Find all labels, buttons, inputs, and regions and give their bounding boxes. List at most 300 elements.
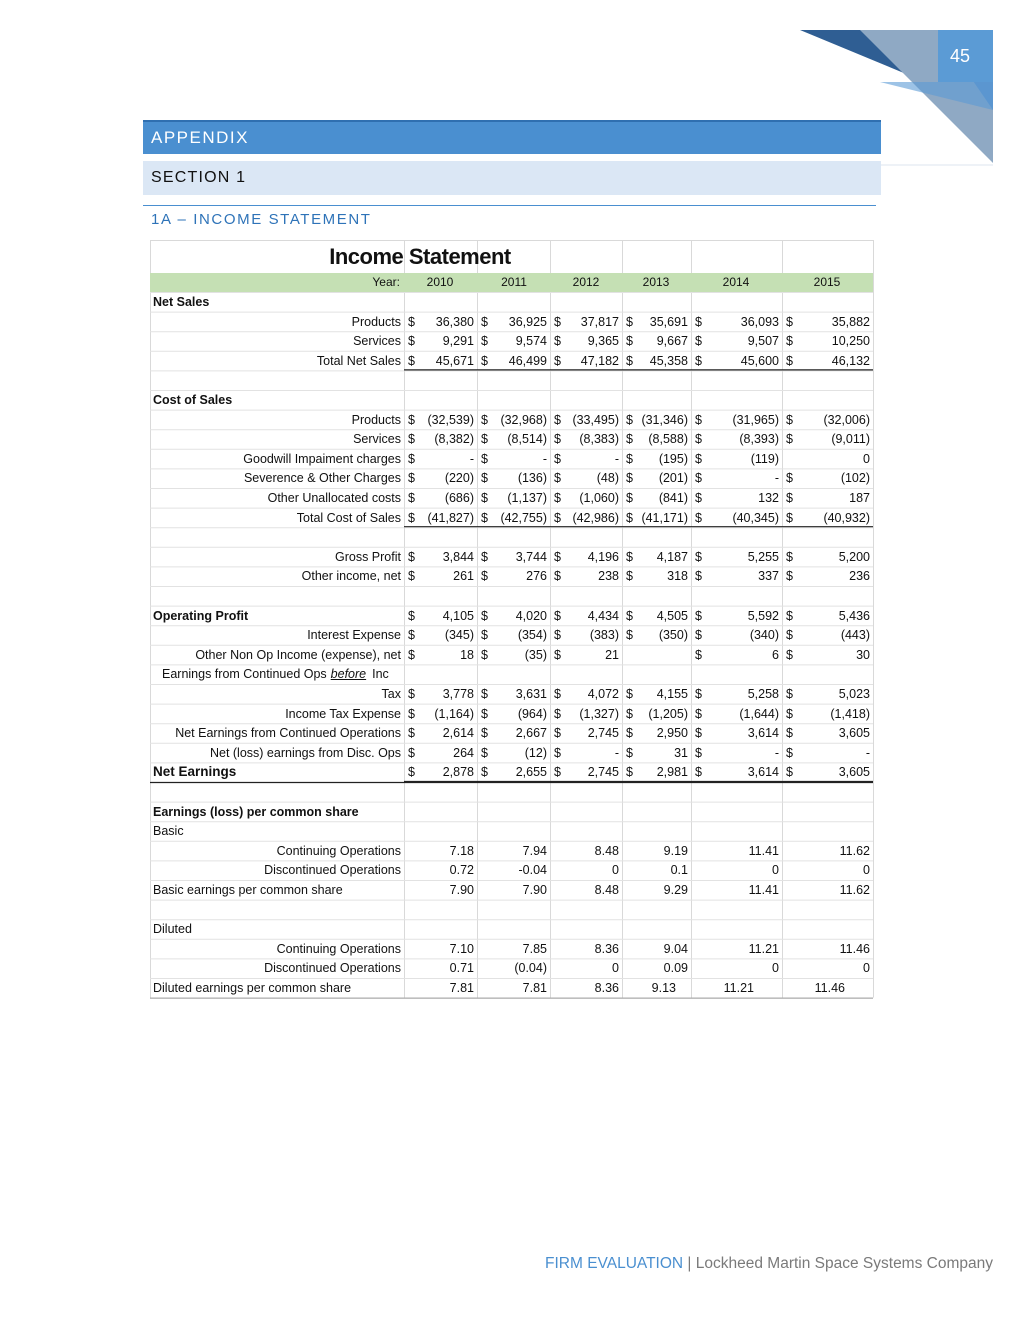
cell-value: 2,950	[656, 726, 688, 741]
section-heading-bar	[143, 161, 881, 195]
row-label-emphasis: before	[330, 667, 367, 682]
cell-value: 2,667	[515, 726, 547, 741]
currency-sign: $	[408, 432, 415, 447]
row-label: Total Cost of Sales	[296, 510, 401, 525]
cell-value: 11.46	[839, 941, 870, 956]
cell-value: 7.90	[449, 883, 474, 897]
currency-sign: $	[554, 569, 561, 584]
cell-value: (195)	[658, 451, 688, 466]
cell-value: 4,020	[515, 608, 547, 623]
row-label-tail: Inc	[372, 667, 389, 682]
cell-value: (32,968)	[500, 412, 547, 427]
cell-value: 0.71	[449, 961, 474, 976]
currency-sign: $	[695, 726, 702, 741]
cell-value: (201)	[658, 471, 688, 486]
currency-sign: $	[481, 451, 488, 466]
currency-sign: $	[626, 628, 633, 643]
cell-value: 4,105	[442, 608, 474, 623]
currency-sign: $	[481, 334, 488, 349]
cell-value: (1,205)	[648, 706, 688, 721]
currency-sign: $	[626, 353, 633, 368]
cell-value: (1,164)	[434, 706, 474, 721]
cell-value: 46,132	[831, 353, 870, 368]
currency-sign: $	[695, 432, 702, 447]
cell-value: 3,744	[515, 549, 547, 564]
currency-sign: $	[481, 510, 488, 525]
cell-value: 45,358	[649, 353, 688, 368]
currency-sign: $	[786, 706, 793, 721]
cell-value: (1,137)	[507, 491, 547, 505]
cell-value: (119)	[750, 451, 779, 466]
currency-sign: $	[408, 451, 415, 466]
currency-sign: $	[481, 549, 488, 564]
cell-value: 7.10	[449, 941, 474, 956]
currency-sign: $	[695, 353, 702, 368]
cell-value: 5,023	[838, 687, 870, 701]
cell-value: 3,844	[442, 549, 474, 564]
cell-value: (841)	[658, 491, 688, 505]
cell-value: (32,539)	[427, 412, 474, 427]
row-label: Earnings from Continued Ops before Inc	[162, 667, 389, 682]
cell-value: 9.13	[651, 981, 676, 995]
cell-value: 276	[526, 569, 547, 584]
currency-sign: $	[626, 706, 633, 721]
cell-value: 5,200	[838, 549, 870, 564]
row-label: Other income, net	[301, 569, 401, 584]
cell-value: (40,345)	[732, 510, 779, 525]
currency-sign: $	[626, 569, 633, 584]
cell-value: 36,925	[508, 314, 547, 329]
cell-value: (8,382)	[434, 432, 474, 447]
cell-value: 7.85	[522, 941, 547, 956]
subsection-rule	[143, 205, 876, 206]
currency-sign: $	[626, 510, 633, 525]
currency-sign: $	[554, 765, 561, 780]
currency-sign: $	[695, 608, 702, 623]
cell-value: -	[774, 745, 779, 760]
currency-sign: $	[786, 471, 793, 486]
currency-sign: $	[786, 412, 793, 427]
cell-value: 11.41	[748, 843, 779, 858]
cell-value: (8,393)	[739, 432, 779, 447]
cell-value: 18	[460, 647, 474, 662]
currency-sign: $	[786, 608, 793, 623]
cell-value: 7.90	[522, 883, 547, 897]
cell-value: (41,827)	[427, 510, 474, 525]
appendix-heading-bar	[143, 120, 881, 154]
cell-value: 36,380	[435, 314, 474, 329]
cell-value: (12)	[524, 745, 547, 760]
currency-sign: $	[695, 706, 702, 721]
row-label: Services	[353, 334, 401, 349]
currency-sign: $	[554, 432, 561, 447]
currency-sign: $	[554, 471, 561, 486]
row-label: Continuing Operations	[276, 843, 401, 858]
cell-value: 5,436	[838, 608, 870, 623]
cell-value: (1,327)	[579, 706, 619, 721]
cell-value: 3,631	[515, 687, 547, 701]
cell-value: (48)	[596, 471, 619, 486]
currency-sign: $	[554, 451, 561, 466]
cell-value: (345)	[444, 628, 474, 643]
currency-sign: $	[626, 745, 633, 760]
cell-value: 318	[667, 569, 688, 584]
currency-sign: $	[481, 765, 488, 780]
cell-value: 0.1	[670, 863, 688, 878]
cell-value: (8,588)	[648, 432, 688, 447]
currency-sign: $	[481, 745, 488, 760]
cell-value: 0	[863, 863, 870, 878]
year-header-2010: 2010	[426, 275, 454, 289]
currency-sign: $	[786, 687, 793, 701]
row-label: Products	[351, 412, 401, 427]
row-label: Net Earnings from Continued Operations	[175, 726, 401, 741]
currency-sign: $	[786, 353, 793, 368]
cell-value: 0.09	[663, 961, 688, 976]
cell-value: 10,250	[831, 334, 870, 349]
row-label: Diluted	[153, 922, 192, 937]
cell-value: 9.04	[663, 941, 688, 956]
cell-value: 11.62	[839, 843, 870, 858]
currency-sign: $	[695, 687, 702, 701]
currency-sign: $	[786, 491, 793, 505]
cell-value: 0	[863, 961, 870, 976]
currency-sign: $	[695, 510, 702, 525]
cell-value: 36,093	[740, 314, 779, 329]
currency-sign: $	[408, 745, 415, 760]
cell-value: (42,986)	[572, 510, 619, 525]
currency-sign: $	[554, 334, 561, 349]
cell-value: 2,878	[442, 765, 474, 780]
row-label: Basic	[153, 824, 184, 839]
currency-sign: $	[481, 314, 488, 329]
cell-value: (31,965)	[732, 412, 779, 427]
cell-value: -	[542, 451, 547, 466]
cell-value: (136)	[517, 471, 547, 486]
currency-sign: $	[786, 314, 793, 329]
cell-value: (32,006)	[823, 412, 870, 427]
cell-value: (42,755)	[500, 510, 547, 525]
row-label: Discontinued Operations	[264, 863, 401, 878]
cell-value: 236	[849, 569, 870, 584]
row-label: Earnings (loss) per common share	[153, 804, 359, 819]
currency-sign: $	[626, 471, 633, 486]
cell-value: 47,182	[580, 353, 619, 368]
cell-value: -0.04	[518, 863, 547, 878]
row-label: Income Tax Expense	[285, 706, 401, 721]
cell-value: 9.19	[663, 843, 688, 858]
cell-value: (0.04)	[514, 961, 547, 976]
cell-value: (383)	[589, 628, 619, 643]
currency-sign: $	[408, 569, 415, 584]
cell-value: (686)	[444, 491, 474, 505]
cell-value: 2,745	[587, 765, 619, 780]
cell-value: 264	[453, 745, 474, 760]
cell-value: 4,187	[656, 549, 688, 564]
cell-value: 35,691	[649, 314, 688, 329]
cell-value: 2,614	[442, 726, 474, 741]
currency-sign: $	[554, 549, 561, 564]
cell-value: 0.72	[449, 863, 474, 878]
cell-value: 9,574	[515, 334, 547, 349]
currency-sign: $	[626, 687, 633, 701]
year-header-2011: 2011	[501, 275, 527, 289]
currency-sign: $	[481, 608, 488, 623]
currency-sign: $	[554, 314, 561, 329]
footer-label: FIRM EVALUATION	[545, 1255, 684, 1272]
row-label: Net Earnings	[153, 764, 237, 780]
cell-value: (354)	[517, 628, 547, 643]
row-label: Other Non Op Income (expense), net	[195, 647, 401, 662]
cell-value: 4,434	[587, 608, 619, 623]
cell-value: 0	[612, 863, 619, 878]
currency-sign: $	[408, 471, 415, 486]
cell-value: 7.94	[522, 843, 547, 858]
currency-sign: $	[626, 334, 633, 349]
cell-value: 9,291	[442, 334, 474, 349]
cell-value: 7.81	[522, 981, 547, 995]
appendix-heading: APPENDIX	[151, 128, 249, 147]
currency-sign: $	[695, 334, 702, 349]
currency-sign: $	[408, 353, 415, 368]
row-label: Total Net Sales	[316, 353, 401, 368]
cell-value: 4,505	[656, 608, 688, 623]
cell-value: 11.21	[748, 941, 779, 956]
currency-sign: $	[695, 765, 702, 780]
currency-sign: $	[554, 510, 561, 525]
currency-sign: $	[786, 745, 793, 760]
currency-sign: $	[626, 412, 633, 427]
row-label: Other Unallocated costs	[267, 491, 401, 505]
footer-company: Lockheed Martin Space Systems Company	[695, 1255, 993, 1272]
cell-value: 2,981	[656, 765, 688, 780]
cell-value: 45,600	[740, 353, 779, 368]
currency-sign: $	[626, 726, 633, 741]
cell-value: 3,614	[747, 726, 779, 741]
currency-sign: $	[554, 491, 561, 505]
currency-sign: $	[554, 412, 561, 427]
currency-sign: $	[626, 549, 633, 564]
row-label: Interest Expense	[307, 628, 401, 643]
cell-value: 35,882	[831, 314, 870, 329]
cell-value: 337	[758, 569, 779, 584]
currency-sign: $	[481, 706, 488, 721]
cell-value: (102)	[840, 471, 870, 486]
cell-value: 8.48	[594, 883, 619, 897]
currency-sign: $	[408, 647, 415, 662]
row-label: Continuing Operations	[276, 941, 401, 956]
cell-value: 45,671	[435, 353, 474, 368]
currency-sign: $	[695, 471, 702, 486]
row-label: Basic earnings per common share	[153, 883, 343, 897]
row-label: Operating Profit	[153, 608, 249, 623]
cell-value: -	[614, 745, 619, 760]
cell-value: 6	[772, 647, 779, 662]
year-header-2014: 2014	[722, 275, 750, 289]
cell-value: (41,171)	[641, 510, 688, 525]
cell-value: 9.29	[663, 883, 688, 897]
cell-value: 46,499	[508, 353, 547, 368]
cell-value: 7.18	[449, 843, 474, 858]
currency-sign: $	[408, 510, 415, 525]
currency-sign: $	[695, 628, 702, 643]
currency-sign: $	[408, 334, 415, 349]
cell-value: 11.41	[748, 883, 779, 897]
subsection-heading: 1A – INCOME STATEMENT	[151, 211, 372, 228]
currency-sign: $	[786, 334, 793, 349]
cell-value: 11.62	[839, 883, 870, 897]
currency-sign: $	[554, 745, 561, 760]
row-label: Severence & Other Charges	[243, 471, 401, 486]
row-label: Products	[351, 314, 401, 329]
cell-value: -	[469, 451, 474, 466]
currency-sign: $	[481, 569, 488, 584]
row-label: Goodwill Impaiment charges	[243, 451, 401, 466]
currency-sign: $	[408, 314, 415, 329]
cell-value: (8,383)	[579, 432, 619, 447]
currency-sign: $	[626, 314, 633, 329]
cell-value: 0	[772, 961, 779, 976]
currency-sign: $	[786, 647, 793, 662]
row-label: Services	[353, 432, 401, 447]
cell-value: (964)	[517, 706, 547, 721]
cell-value: 261	[453, 569, 474, 584]
cell-value: -	[774, 471, 779, 486]
row-label: Cost of Sales	[153, 393, 233, 407]
currency-sign: $	[695, 647, 702, 662]
cell-value: (350)	[658, 628, 688, 643]
cell-value: (220)	[444, 471, 474, 486]
cell-value: 3,778	[442, 687, 474, 701]
currency-sign: $	[481, 491, 488, 505]
currency-sign: $	[786, 628, 793, 643]
currency-sign: $	[481, 647, 488, 662]
cell-value: 4,072	[587, 687, 619, 701]
cell-value: (443)	[840, 628, 870, 643]
cell-value: (9,011)	[831, 432, 870, 447]
year-header-2013: 2013	[642, 275, 670, 289]
cell-value: 238	[598, 569, 619, 584]
cell-value: 4,155	[656, 687, 688, 701]
currency-sign: $	[554, 628, 561, 643]
cell-value: 2,745	[587, 726, 619, 741]
cell-value: 11.21	[723, 981, 754, 995]
currency-sign: $	[408, 726, 415, 741]
cell-value: 9,507	[747, 334, 779, 349]
cell-value: 4,196	[587, 549, 619, 564]
cell-value: (8,514)	[507, 432, 547, 447]
currency-sign: $	[481, 412, 488, 427]
row-label: Net (loss) earnings from Disc. Ops	[209, 745, 401, 760]
cell-value: 31	[674, 745, 688, 760]
currency-sign: $	[626, 432, 633, 447]
cell-value: (35)	[524, 647, 547, 662]
cell-value: 9,365	[587, 334, 619, 349]
cell-value: -	[865, 745, 870, 760]
currency-sign: $	[695, 569, 702, 584]
currency-sign: $	[408, 765, 415, 780]
currency-sign: $	[695, 412, 702, 427]
year-header-2012: 2012	[572, 275, 600, 289]
currency-sign: $	[695, 491, 702, 505]
currency-sign: $	[695, 451, 702, 466]
cell-value: -	[614, 451, 619, 466]
currency-sign: $	[408, 628, 415, 643]
cell-value: 8.36	[594, 941, 619, 956]
cell-value: 8.48	[594, 843, 619, 858]
row-label: Net Sales	[153, 295, 210, 309]
page-footer	[0, 1255, 993, 1273]
row-label: Gross Profit	[335, 549, 401, 564]
currency-sign: $	[481, 628, 488, 643]
currency-sign: $	[408, 412, 415, 427]
currency-sign: $	[554, 608, 561, 623]
cell-value: 3,605	[838, 726, 870, 741]
cell-value: 5,255	[747, 549, 779, 564]
currency-sign: $	[481, 471, 488, 486]
currency-sign: $	[408, 549, 415, 564]
currency-sign: $	[695, 314, 702, 329]
currency-sign: $	[786, 510, 793, 525]
currency-sign: $	[786, 726, 793, 741]
currency-sign: $	[695, 549, 702, 564]
currency-sign: $	[408, 608, 415, 623]
currency-sign: $	[481, 432, 488, 447]
currency-sign: $	[786, 569, 793, 584]
currency-sign: $	[554, 687, 561, 701]
currency-sign: $	[626, 608, 633, 623]
currency-sign: $	[554, 647, 561, 662]
currency-sign: $	[695, 745, 702, 760]
cell-value: 21	[605, 647, 619, 662]
currency-sign: $	[626, 491, 633, 505]
cell-value: 0	[612, 961, 619, 976]
cell-value: 7.81	[449, 981, 474, 995]
row-label: Discontinued Operations	[264, 961, 401, 976]
cell-value: 30	[856, 647, 870, 662]
currency-sign: $	[481, 687, 488, 701]
cell-value: (1,418)	[830, 706, 870, 721]
year-label: Year:	[372, 275, 400, 289]
cell-value: (340)	[749, 628, 779, 643]
cell-value: 0	[772, 863, 779, 878]
currency-sign: $	[408, 687, 415, 701]
cell-value: (1,644)	[739, 706, 779, 721]
currency-sign: $	[408, 706, 415, 721]
cell-value: (33,495)	[572, 412, 619, 427]
currency-sign: $	[481, 726, 488, 741]
cell-value: 37,817	[580, 314, 619, 329]
currency-sign: $	[408, 491, 415, 505]
cell-value: (1,060)	[579, 491, 619, 505]
cell-value: 187	[849, 491, 870, 505]
currency-sign: $	[786, 549, 793, 564]
cell-value: 3,605	[838, 765, 870, 780]
cell-value: 5,258	[747, 687, 779, 701]
currency-sign: $	[786, 432, 793, 447]
year-header-2015: 2015	[813, 275, 841, 289]
cell-value: 9,667	[656, 334, 688, 349]
cell-value: 2,655	[515, 765, 547, 780]
table-title: Income Statement	[329, 244, 511, 269]
currency-sign: $	[481, 353, 488, 368]
cell-value: 132	[758, 491, 779, 505]
cell-value: (40,932)	[823, 510, 870, 525]
section-heading: SECTION 1	[151, 169, 247, 186]
currency-sign: $	[554, 353, 561, 368]
cell-value: 0	[863, 451, 870, 466]
cell-value: 5,592	[747, 608, 779, 623]
